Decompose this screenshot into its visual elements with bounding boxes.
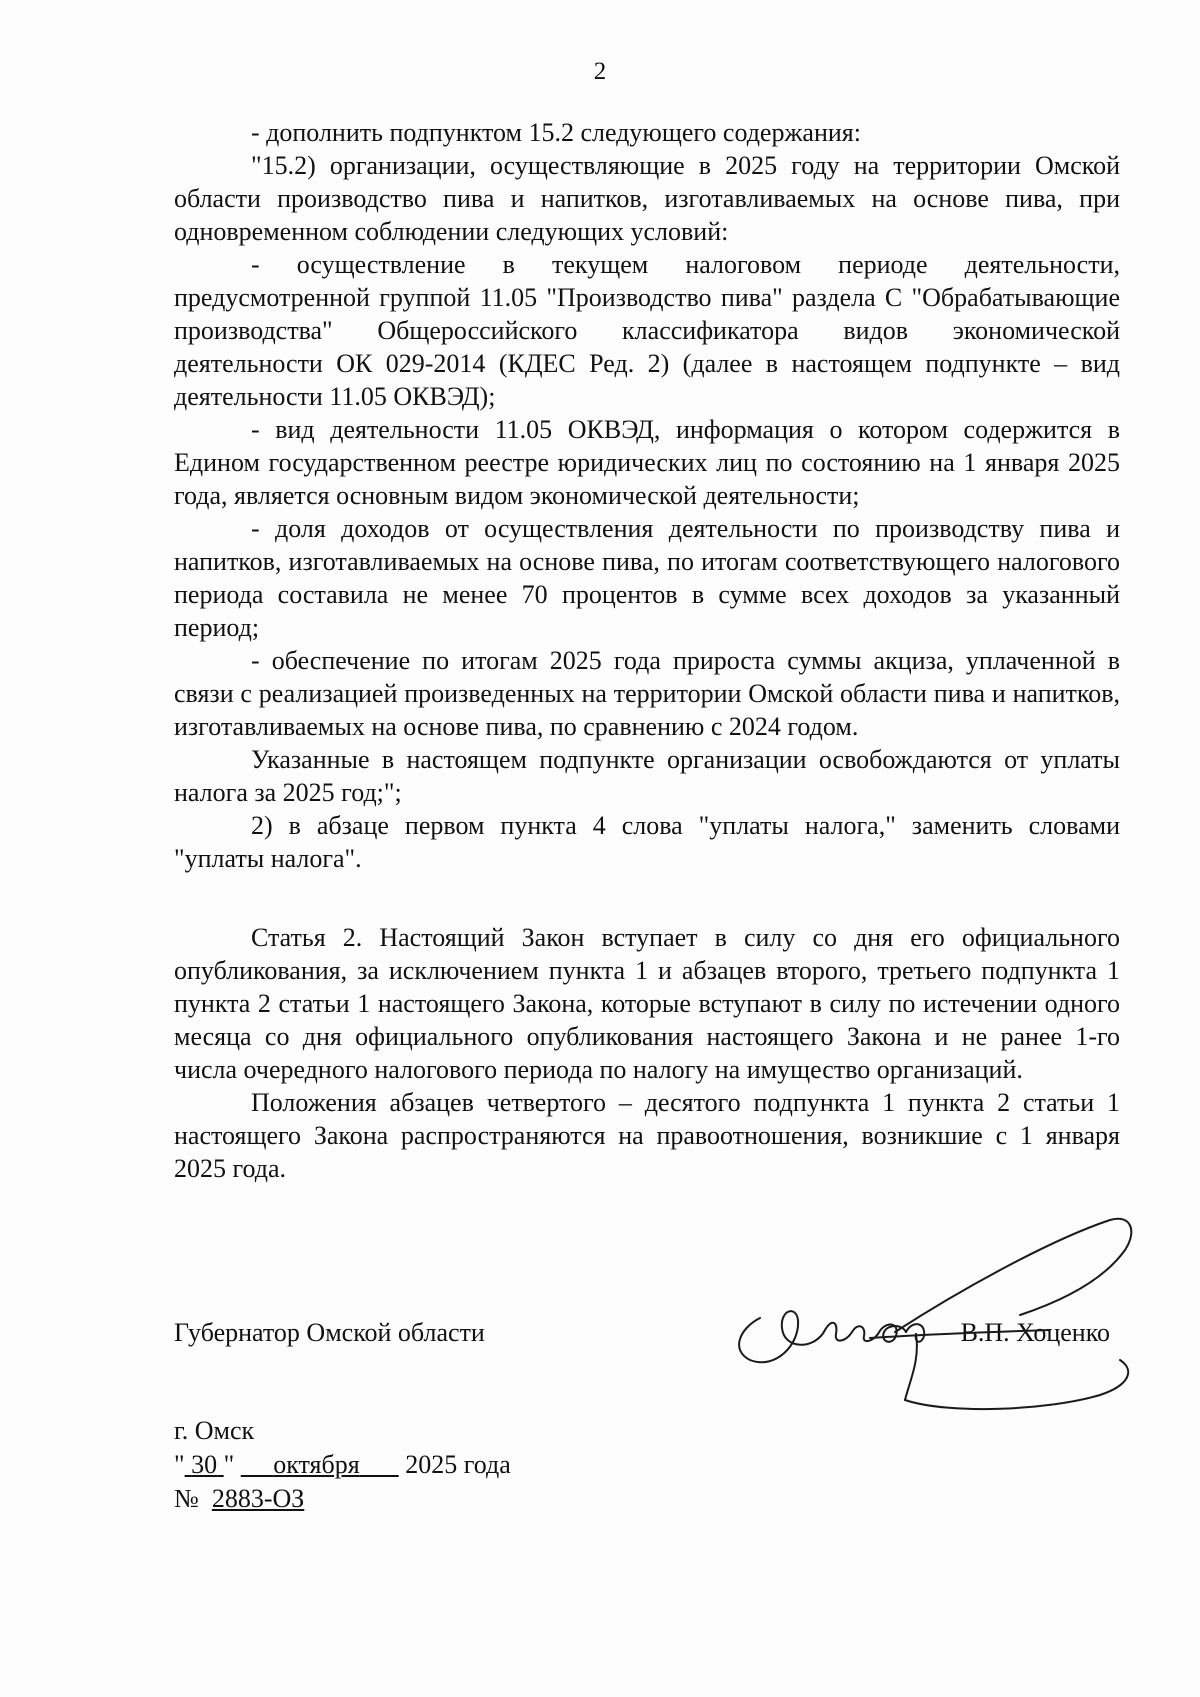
date-close-quote: " <box>223 1450 235 1479</box>
law-text <box>174 116 1120 1185</box>
number-sign: № <box>174 1484 199 1513</box>
paragraph: Указанные в настоящем подпункте организации освобождаются от уплаты налога за 2025 год;"; <box>174 745 1120 807</box>
law-number <box>174 1484 304 1514</box>
number-value: 2883-ОЗ <box>211 1484 305 1513</box>
section-gap <box>174 875 1120 921</box>
date-month-value: октября <box>273 1450 360 1479</box>
handwritten-signature <box>720 1210 1140 1420</box>
date-day <box>185 1450 224 1480</box>
paragraph: - осуществление в текущем налоговом периоде деятельности, предусмотренной группой 11.05 "Производство пива" раздела С "Обрабатывающие производства" Общероссийского классификатора видов экономической деятельности ОК 029-2014 (КДЕС Ред. 2) (далее в настоящем подпункте – вид деятельности 11.05 ОКВЭД); <box>174 250 1120 411</box>
page-number: 2 <box>593 58 607 85</box>
place-of-signing: г. Омск <box>174 1416 255 1445</box>
signatory-name: В.П. Хоценко <box>960 1318 1110 1347</box>
paragraph: 2) в абзаце первом пункта 4 слова "уплаты налога," заменить словами "уплаты налога". <box>174 811 1120 873</box>
paragraph: "15.2) организации, осуществляющие в 2025 году на территории Омской области производство пива и напитков, изготавливаемых на основе пива, при одновременном соблюдении следующих условий: <box>174 151 1120 246</box>
paragraph: - доля доходов от осуществления деятельности по производству пива и напитков, изготавливаемых на основе пива, по итогам соответствующего налогового периода составила не менее 70 процентов в сумме всех доходов за указанный период; <box>174 514 1120 642</box>
signatory-title: Губернатор Омской области <box>174 1318 485 1347</box>
paragraph: - обеспечение по итогам 2025 года прироста суммы акциза, уплаченной в связи с реализацией произведенных на территории Омской области пива и напитков, изготавливаемых на основе пива, по сравнению с 2024 годом. <box>174 646 1120 741</box>
date-month <box>241 1450 399 1480</box>
date-open-quote: " <box>174 1450 185 1479</box>
date-day-value: 30 <box>191 1450 218 1479</box>
paragraph: Положения абзацев четвертого – десятого подпункта 1 пункта 2 статьи 1 настоящего Закона распространяются на правоотношения, возникшие с 1 января 2025 года. <box>174 1088 1120 1183</box>
date-year: 2025 года <box>405 1450 511 1479</box>
paragraph: Статья 2. Настоящий Закон вступает в силу со дня его официального опубликования, за исключением пункта 1 и абзацев второго, третьего подпункта 1 пункта 2 статьи 1 настоящего Закона, которые вступают в силу по истечении одного месяца со дня официального опубликования настоящего Закона и не ранее 1-го числа очередного налогового периода по налогу на имущество организаций. <box>174 923 1120 1084</box>
signing-date <box>174 1450 511 1480</box>
paragraph: - вид деятельности 11.05 ОКВЭД, информация о котором содержится в Едином государственном реестре юридических лиц по состоянию на 1 января 2025 года, является основным видом экономической деятельности; <box>174 415 1120 510</box>
paragraph: - дополнить подпунктом 15.2 следующего содержания: <box>251 118 861 147</box>
